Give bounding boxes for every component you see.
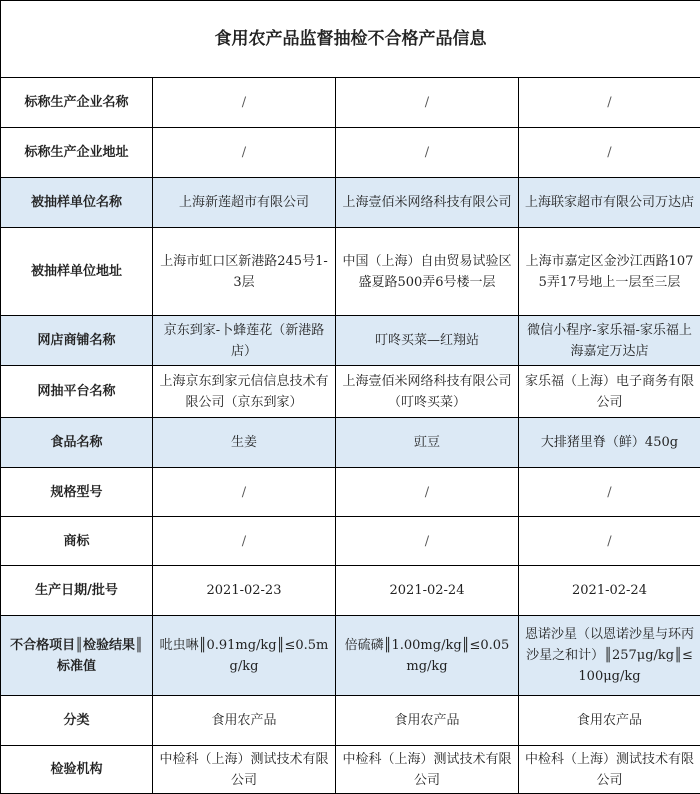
cell: 大排猪里脊（鲜）450g <box>519 418 700 468</box>
row-label: 规格型号 <box>1 468 153 517</box>
cell: 中检科（上海）测试技术有限公司 <box>519 746 700 794</box>
cell: 叮咚买菜—红翔站 <box>336 316 519 366</box>
cell: 2021-02-24 <box>336 566 519 616</box>
title-row <box>1 1 700 78</box>
cell: 上海京东到家元信信息技术有限公司（京东到家） <box>153 366 336 418</box>
cell: / <box>153 517 336 566</box>
cell: 豇豆 <box>336 418 519 468</box>
cell: / <box>519 517 700 566</box>
table-row <box>1 566 700 616</box>
cell: 食用农产品 <box>153 696 336 746</box>
table-title: 食用农产品监督抽检不合格产品信息 <box>1 1 700 78</box>
cell: 中国（上海）自由贸易试验区盛夏路500弄6号楼一层 <box>336 228 519 316</box>
cell: 中检科（上海）测试技术有限公司 <box>336 746 519 794</box>
cell: / <box>153 78 336 128</box>
row-label: 标称生产企业名称 <box>1 78 153 128</box>
table-row <box>1 616 700 696</box>
cell: 上海新莲超市有限公司 <box>153 178 336 228</box>
row-label: 标称生产企业地址 <box>1 128 153 178</box>
row-label: 网抽平台名称 <box>1 366 153 418</box>
cell: / <box>336 128 519 178</box>
table-row <box>1 78 700 128</box>
cell: / <box>519 468 700 517</box>
table-row <box>1 418 700 468</box>
cell: / <box>153 128 336 178</box>
cell: 2021-02-23 <box>153 566 336 616</box>
cell: 食用农产品 <box>519 696 700 746</box>
cell: / <box>336 468 519 517</box>
cell: 京东到家-卜蜂莲花（新港路店） <box>153 316 336 366</box>
table-row <box>1 468 700 517</box>
cell: / <box>519 78 700 128</box>
row-label: 被抽样单位地址 <box>1 228 153 316</box>
cell: 上海壹佰米网络科技有限公司 <box>336 178 519 228</box>
cell: 家乐福（上海）电子商务有限公司 <box>519 366 700 418</box>
cell: 上海壹佰米网络科技有限公司（叮咚买菜） <box>336 366 519 418</box>
table-row <box>1 228 700 316</box>
row-label: 检验机构 <box>1 746 153 794</box>
row-label: 商标 <box>1 517 153 566</box>
table-row <box>1 696 700 746</box>
cell: / <box>336 78 519 128</box>
cell: 2021-02-24 <box>519 566 700 616</box>
cell: 吡虫啉║0.91mg/kg║≤0.5mg/kg <box>153 616 336 696</box>
table-row <box>1 128 700 178</box>
table-row <box>1 517 700 566</box>
cell: / <box>153 468 336 517</box>
cell: / <box>336 517 519 566</box>
row-label: 分类 <box>1 696 153 746</box>
cell: / <box>519 128 700 178</box>
table-row <box>1 366 700 418</box>
cell: 上海市虹口区新港路245号1-3层 <box>153 228 336 316</box>
cell: 食用农产品 <box>336 696 519 746</box>
row-label: 被抽样单位名称 <box>1 178 153 228</box>
cell: 恩诺沙星（以恩诺沙星与环丙沙星之和计）║257μg/kg║≤100μg/kg <box>519 616 700 696</box>
cell: 上海联家超市有限公司万达店 <box>519 178 700 228</box>
row-label: 网店商铺名称 <box>1 316 153 366</box>
row-label: 食品名称 <box>1 418 153 468</box>
cell: 生姜 <box>153 418 336 468</box>
table-row <box>1 316 700 366</box>
table-row <box>1 746 700 794</box>
cell: 微信小程序-家乐福-家乐福上海嘉定万达店 <box>519 316 700 366</box>
table-row <box>1 178 700 228</box>
row-label: 生产日期/批号 <box>1 566 153 616</box>
cell: 中检科（上海）测试技术有限公司 <box>153 746 336 794</box>
cell: 上海市嘉定区金沙江西路1075弄17号地上一层至三层 <box>519 228 700 316</box>
row-label: 不合格项目║检验结果║标准值 <box>1 616 153 696</box>
cell: 倍硫磷║1.00mg/kg║≤0.05mg/kg <box>336 616 519 696</box>
